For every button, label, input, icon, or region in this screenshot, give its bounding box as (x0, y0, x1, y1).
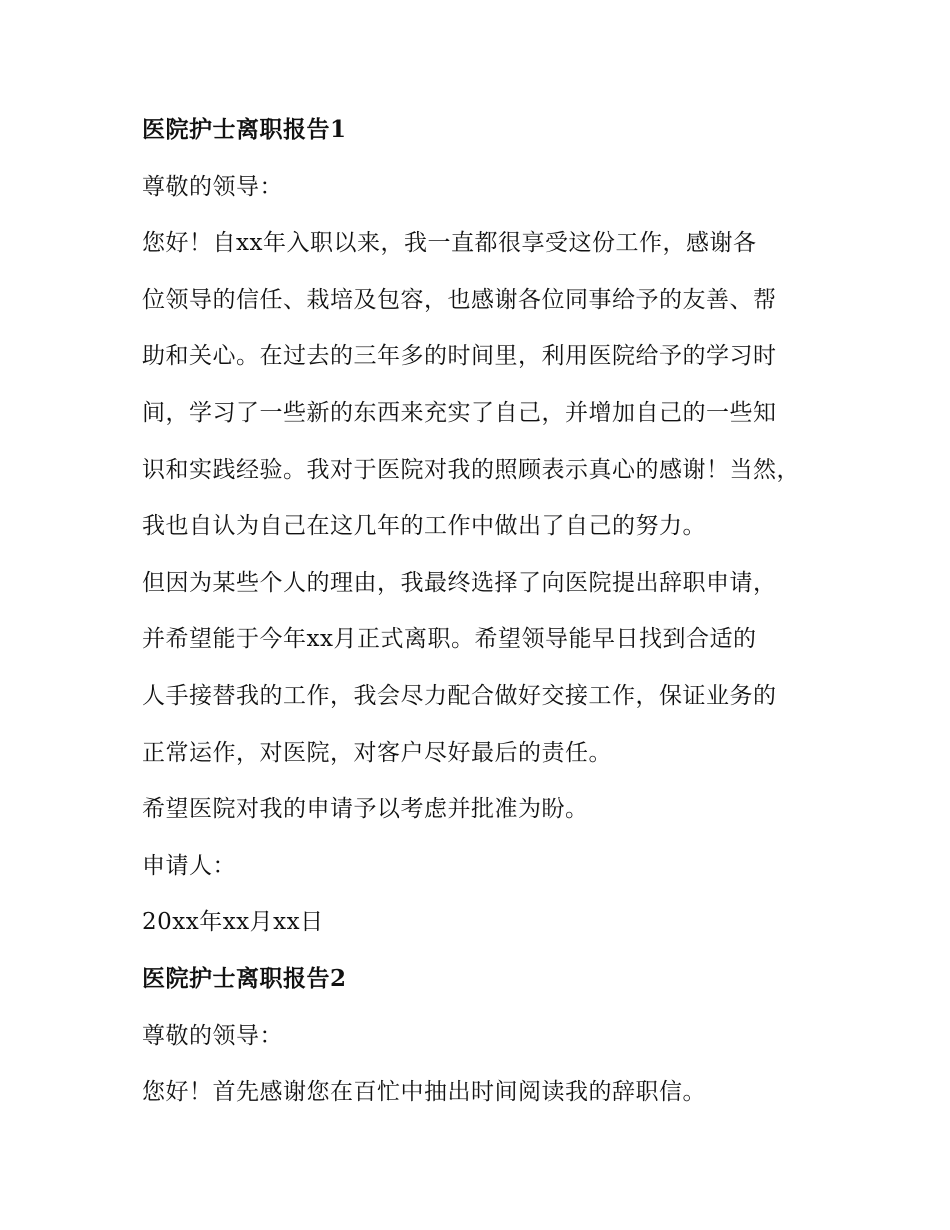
body-line: 正常运作，对医院，对客户尽好最后的责任。 (142, 739, 612, 766)
applicant-label: 申请人： (142, 852, 236, 879)
section-title: 医院护士离职报告2 (142, 964, 347, 992)
document-content (142, 112, 842, 1131)
body-line: 助和关心。在过去的三年多的时间里，利用医院给予的学习时 (142, 343, 777, 370)
date-line: 20xx年xx月xx日 (142, 909, 324, 936)
section-title: 医院护士离职报告1 (142, 116, 347, 143)
body-line: 间，学习了一些新的东西来充实了自己，并增加自己的一些知 (142, 399, 777, 426)
body-line: 我也自认为自己在这几年的工作中做出了自己的努力。 (142, 513, 706, 540)
body-line: 但因为某些个人的理由，我最终选择了向医院提出辞职申请， (142, 569, 777, 596)
body-line: 您好！首先感谢您在百忙中抽出时间阅读我的辞职信。 (142, 1079, 706, 1106)
body-line: 并希望能于今年xx月正式离职。希望领导能早日找到合适的 (142, 626, 757, 653)
body-line: 您好！自xx年入职以来，我一直都很享受这份工作，感谢各 (142, 230, 757, 257)
body-line: 希望医院对我的申请予以考虑并批准为盼。 (142, 796, 589, 823)
body-line: 人手接替我的工作，我会尽力配合做好交接工作，保证业务的 (142, 682, 777, 709)
body-line: 位领导的信任、栽培及包容，也感谢各位同事给予的友善、帮 (142, 286, 777, 313)
body-line: 识和实践经验。我对于医院对我的照顾表示真心的感谢！当然， (142, 456, 800, 483)
salutation: 尊敬的领导： (142, 173, 283, 200)
salutation: 尊敬的领导： (142, 1022, 283, 1049)
